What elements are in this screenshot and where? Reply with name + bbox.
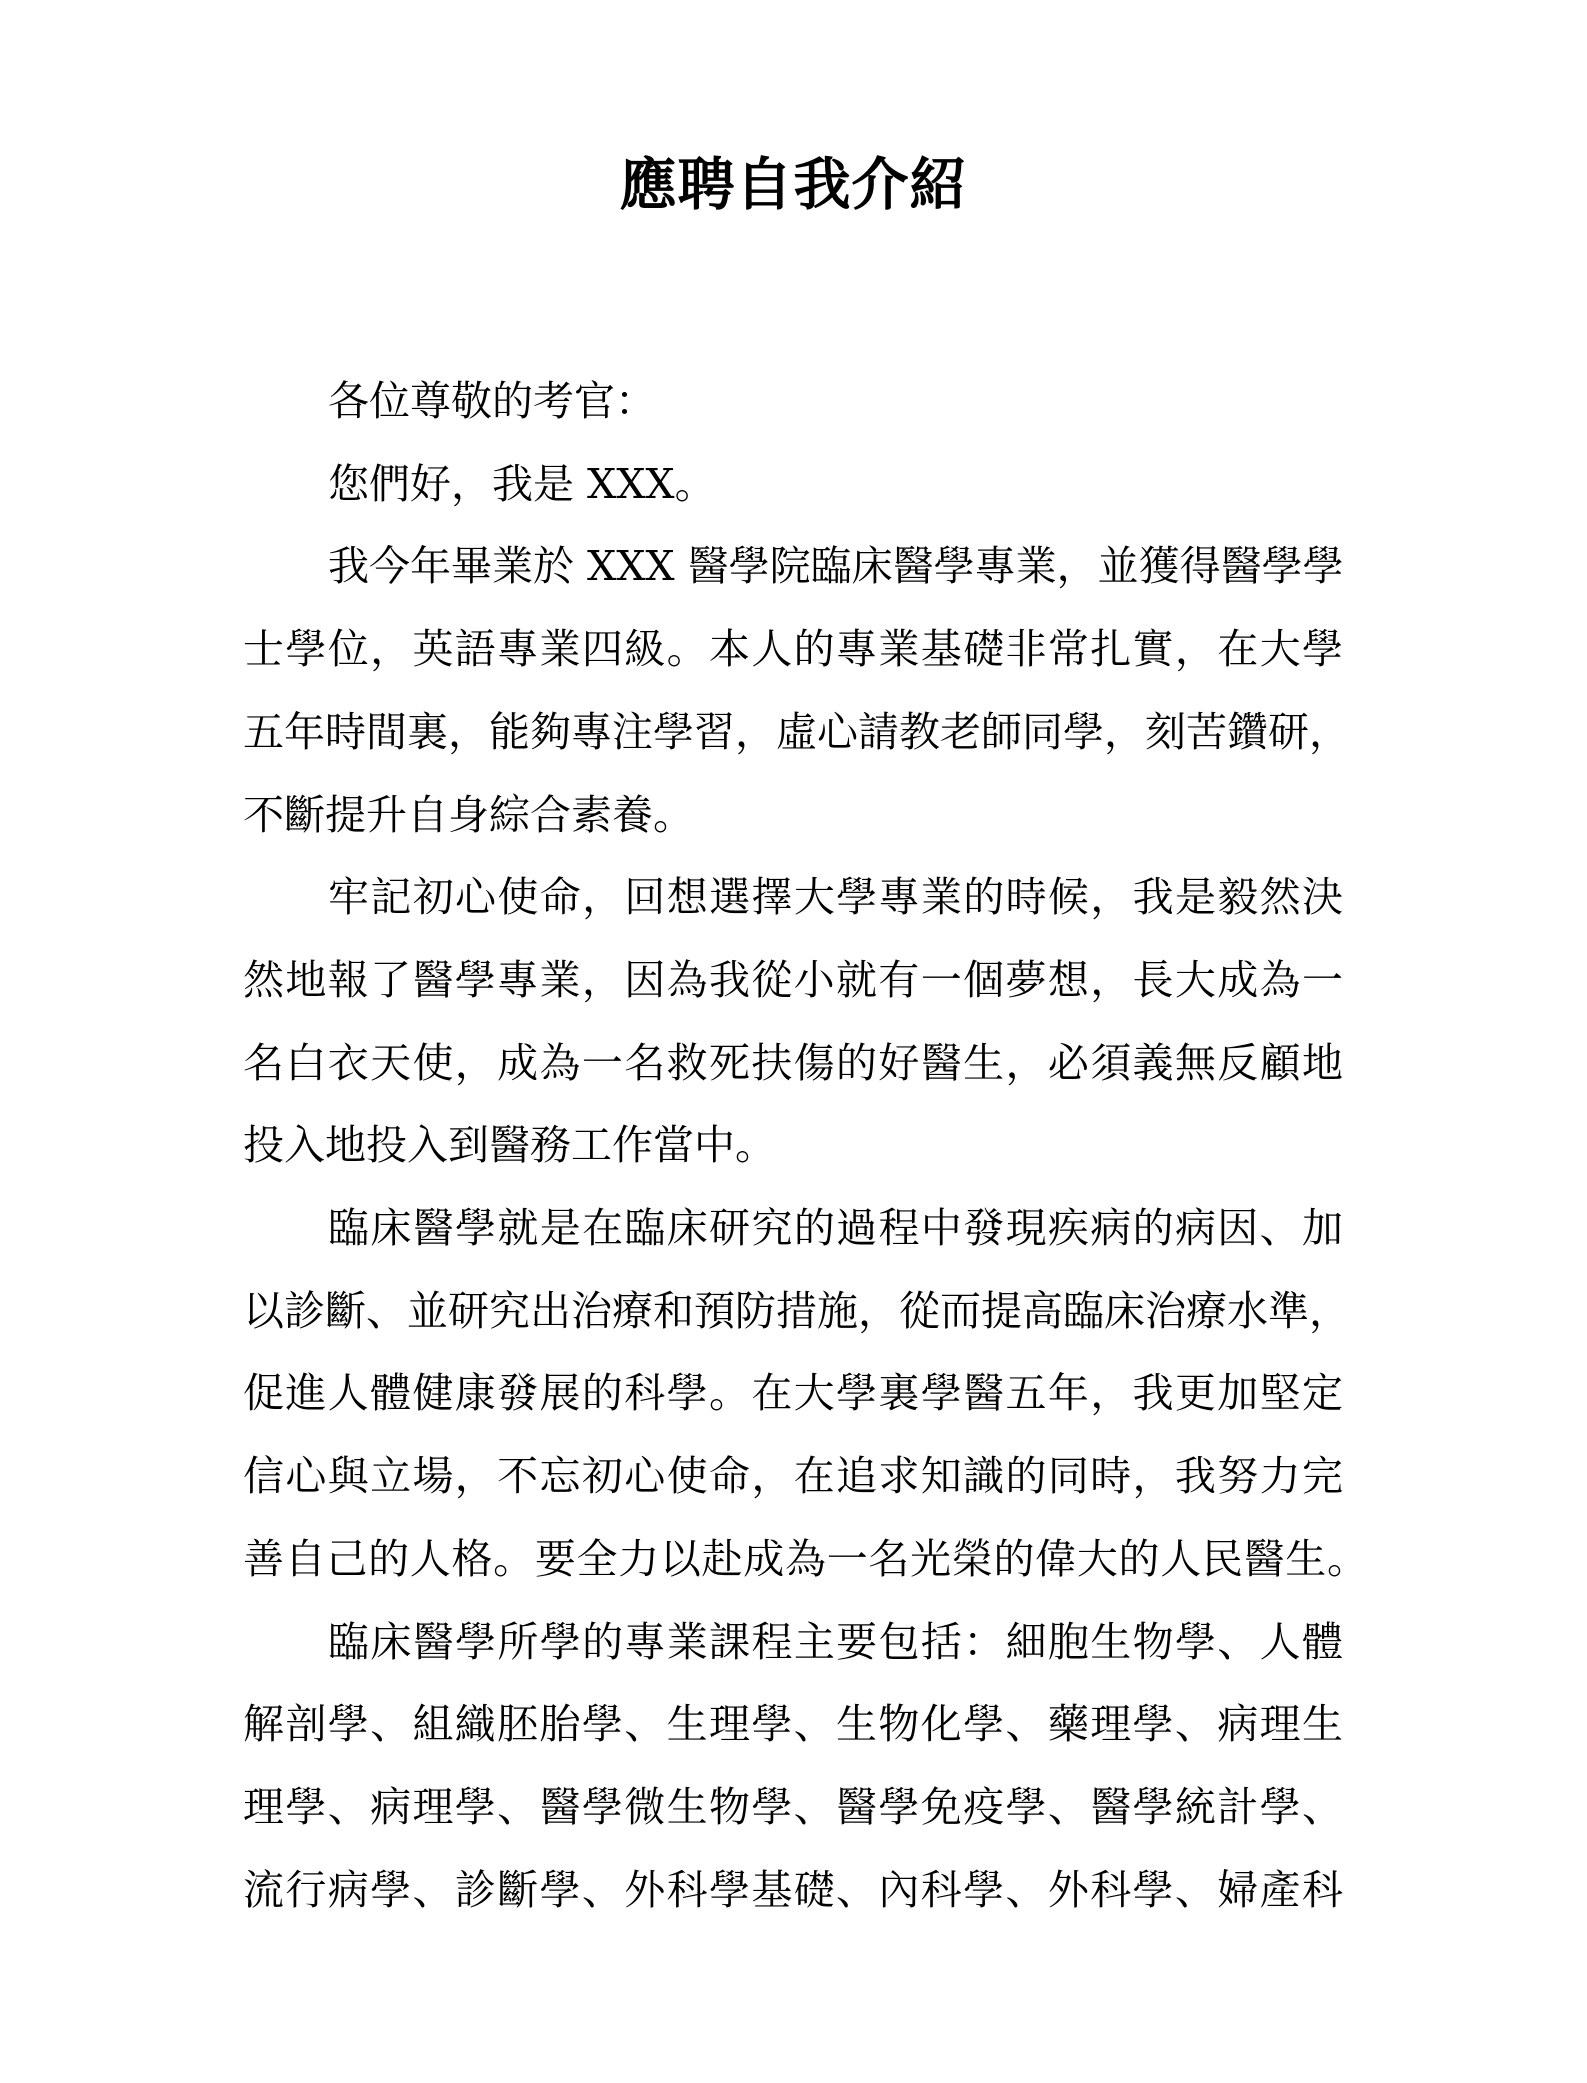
paragraph-first-line: 您們好，我是 XXX。 xyxy=(328,459,716,508)
paragraph-first-line: 臨床醫學就是在臨床研究的過程中發現疾病的病因、加 xyxy=(328,1204,1343,1252)
paragraph-line: 解剖學、組織胚胎學、生理學、生物化學、藥理學、病理生 xyxy=(243,1700,1343,1749)
paragraph-first-line: 臨床醫學所學的專業課程主要包括：細胞生物學、人體 xyxy=(328,1617,1343,1666)
paragraph-line: 然地報了醫學專業，因為我從小就有一個夢想，長大成為一 xyxy=(243,955,1343,1004)
paragraph-first-line: 各位尊敬的考官： xyxy=(328,377,656,425)
paragraph-line: 理學、病理學、醫學微生物學、醫學免疫學、醫學統計學、 xyxy=(243,1782,1343,1831)
paragraph-line: 五年時間裏，能夠專注學習，虛心請教老師同學，刻苦鑽研， xyxy=(243,707,1350,756)
paragraph-line: 不斷提升自身綜合素養。 xyxy=(243,790,694,839)
paragraph-line: 流行病學、診斷學、外科學基礎、內科學、外科學、婦產科 xyxy=(243,1865,1343,1914)
paragraph-first-line: 我今年畢業於 XXX 醫學院臨床醫學專業，並獲得醫學學 xyxy=(328,542,1344,591)
paragraph-first-line: 牢記初心使命，回想選擇大學專業的時候，我是毅然決 xyxy=(328,873,1343,922)
paragraph-line: 信心與立場，不忘初心使命，在追求知識的同時，我努力完 xyxy=(243,1452,1343,1501)
paragraph-line: 以診斷、並研究出治療和預防措施，從而提高臨床治療水準， xyxy=(243,1286,1350,1335)
paragraph-line: 士學位，英語專業四級。本人的專業基礎非常扎實，在大學 xyxy=(243,625,1343,674)
paragraph-line: 名白衣天使，成為一名救死扶傷的好醫生，必須義無反顧地 xyxy=(243,1038,1343,1087)
paragraph-line: 善自己的人格。要全力以赴成為一名光榮的偉大的人民醫生。 xyxy=(243,1534,1368,1583)
paragraph-line: 促進人體健康發展的科學。在大學裏學醫五年，我更加堅定 xyxy=(243,1369,1343,1418)
paragraph-line: 投入地投入到醫務工作當中。 xyxy=(243,1121,776,1170)
document-title: 應聘自我介紹 xyxy=(619,151,968,218)
